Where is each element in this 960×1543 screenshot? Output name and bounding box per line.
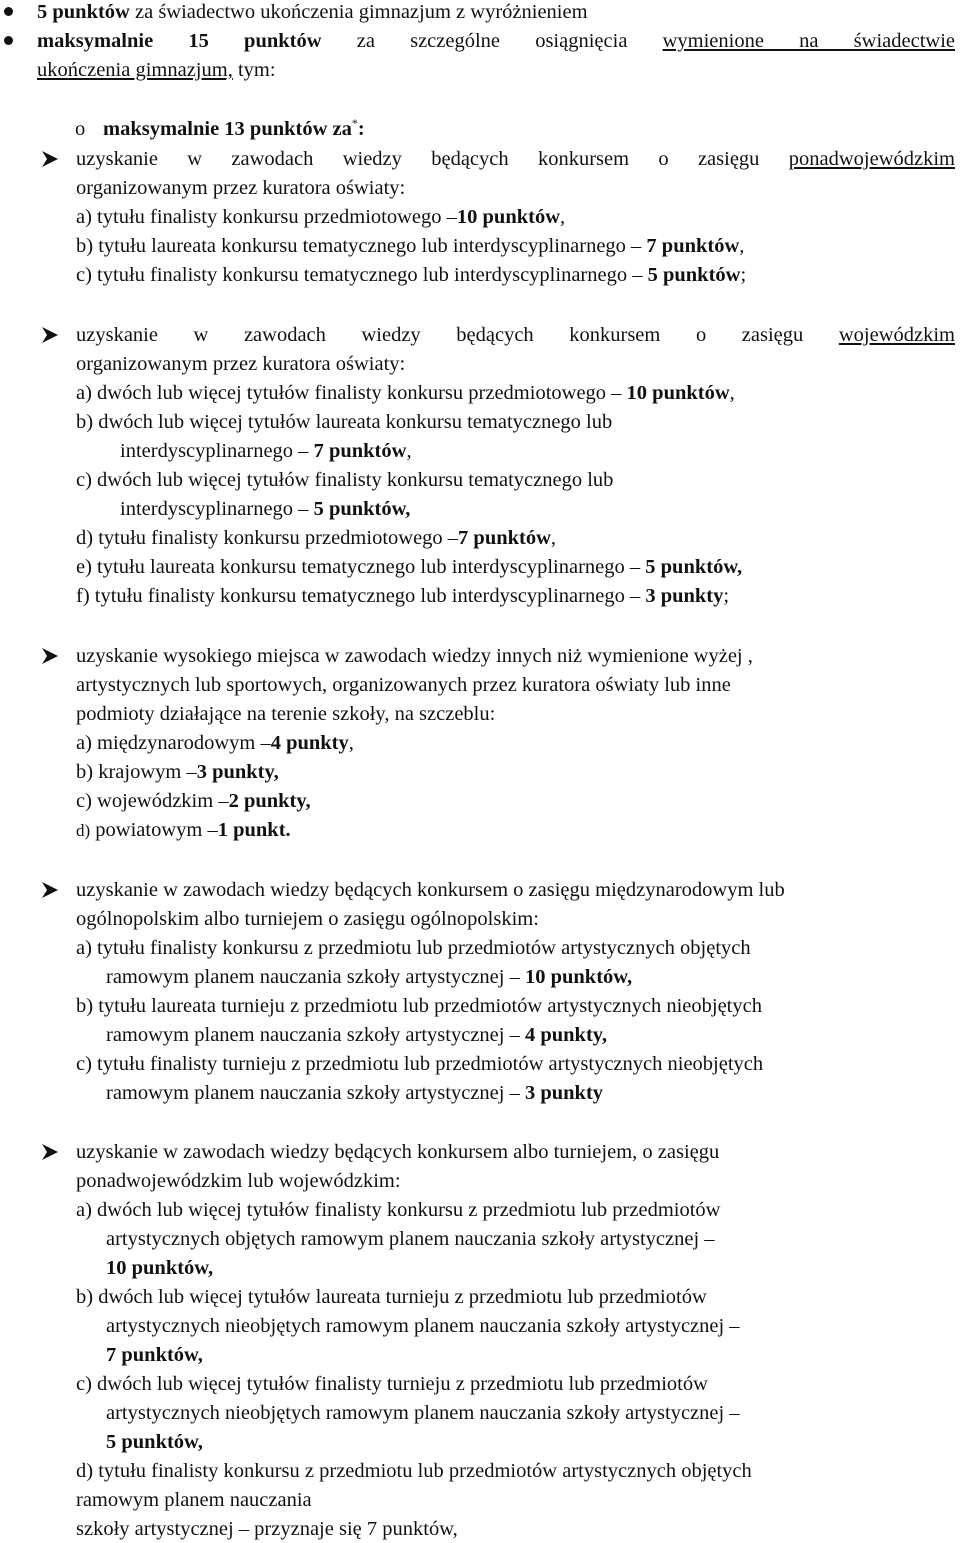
arrowhead-icon (40, 880, 60, 900)
text-line (75, 117, 85, 141)
text-line: ogólnopolskim albo turniejem o zasięgu ogólnopolskim: (76, 908, 539, 930)
text-line: ramowym planem nauczania (76, 1489, 312, 1511)
text-line: a) dwóch lub więcej tytułów finalisty konkursu przedmiotowego – 10 punktów, (76, 382, 735, 404)
text-line: b) tytułu laureata turnieju z przedmiotu lub przedmiotów artystycznych nieobjętych (76, 995, 762, 1017)
text-line: 5 punktów za świadectwo ukończenia gimnazjum z wyróżnieniem (37, 1, 588, 23)
bullet-dot (4, 36, 13, 45)
text-line: interdyscyplinarnego – 7 punktów, (120, 440, 412, 462)
text-line: uzyskanie w zawodach wiedzy będących konkursem o zasięgu wojewódzkim (76, 324, 955, 346)
text-line: artystycznych lub sportowych, organizowanych przez kuratora oświaty lub inne (76, 674, 731, 696)
text-line: interdyscyplinarnego – 5 punktów, (120, 498, 411, 520)
text-line: f) tytułu finalisty konkursu tematycznego lub interdyscyplinarnego – 3 punkty; (76, 585, 730, 607)
text-line: podmioty działające na terenie szkoły, na szczeblu: (76, 703, 496, 725)
text-line: a) dwóch lub więcej tytułów finalisty konkursu z przedmiotu lub przedmiotów (76, 1199, 721, 1221)
text-line: uzyskanie w zawodach wiedzy będących konkursem albo turniejem, o zasięgu (76, 1141, 720, 1163)
text-line: organizowanym przez kuratora oświaty: (76, 353, 406, 375)
text-line: c) tytułu finalisty turnieju z przedmiotu lub przedmiotów artystycznych nieobjętych (76, 1053, 764, 1075)
text-line: a) tytułu finalisty konkursu przedmiotowego –10 punktów, (76, 206, 566, 228)
text-line: maksymalnie 15 punktów za szczególne osiągnięcia wymienione na świadectwie (37, 30, 955, 52)
arrowhead-icon (40, 646, 60, 666)
text-line: a) międzynarodowym –4 punkty, (76, 732, 354, 754)
points-bold: maksymalnie 15 punktów (37, 30, 322, 52)
text-line: organizowanym przez kuratora oświaty: (76, 177, 406, 199)
text-line: d) powiatowym –1 punkt. (76, 819, 291, 841)
text-line: c) dwóch lub więcej tytułów finalisty turnieju z przedmiotu lub przedmiotów (76, 1373, 708, 1395)
text-line: c) tytułu finalisty konkursu tematycznego lub interdyscyplinarnego – 5 punktów; (76, 264, 747, 286)
text-line: uzyskanie w zawodach wiedzy będących konkursem o zasięgu ponadwojewódzkim (76, 148, 955, 170)
text-line: d) tytułu finalisty konkursu przedmiotowego –7 punktów, (76, 527, 557, 549)
text-line: ramowym planem nauczania szkoły artystycznej – 4 punkty, (106, 1024, 608, 1046)
text-line: ramowym planem nauczania szkoły artystycznej – 10 punktów, (106, 966, 633, 988)
text-line: 7 punktów, (106, 1344, 203, 1366)
text-line: artystycznych nieobjętych ramowym planem nauczania szkoły artystycznej – (106, 1315, 740, 1337)
text-line: ponadwojewódzkim lub wojewódzkim: (76, 1170, 401, 1192)
text-line: b) dwóch lub więcej tytułów laureata turnieju z przedmiotu lub przedmiotów (76, 1286, 707, 1308)
text-line: artystycznych nieobjętych ramowym planem nauczania szkoły artystycznej – (106, 1402, 740, 1424)
text-line: b) tytułu laureata konkursu tematycznego lub interdyscyplinarnego – 7 punktów, (76, 235, 745, 257)
text-line: artystycznych objętych ramowym planem nauczania szkoły artystycznej – (106, 1228, 715, 1250)
text-line: c) wojewódzkim –2 punkty, (76, 790, 311, 812)
text-line: ukończenia gimnazjum, tym: (37, 59, 276, 81)
list-marker: o (75, 118, 86, 140)
arrowhead-icon (40, 149, 60, 169)
text-line: 10 punktów, (106, 1257, 214, 1279)
text-line: 5 punktów, (106, 1431, 203, 1453)
text-line: d) tytułu finalisty konkursu z przedmiotu lub przedmiotów artystycznych objętych (76, 1460, 752, 1482)
text-line: c) dwóch lub więcej tytułów finalisty konkursu tematycznego lub (76, 469, 614, 491)
arrowhead-icon (40, 1142, 60, 1162)
points-bold: 5 punktów (37, 1, 130, 23)
arrowhead-icon (40, 325, 60, 345)
text-line: maksymalnie 13 punktów za*: (103, 116, 365, 140)
text-line: b) dwóch lub więcej tytułów laureata konkursu tematycznego lub (76, 411, 613, 433)
bullet-dot (4, 7, 13, 16)
text-line: e) tytułu laureata konkursu tematycznego lub interdyscyplinarnego – 5 punktów, (76, 556, 743, 578)
text-line: uzyskanie w zawodach wiedzy będących konkursem o zasięgu międzynarodowym lub (76, 879, 785, 901)
text-line: b) krajowym –3 punkty, (76, 761, 279, 783)
text-line: ramowym planem nauczania szkoły artystycznej – 3 punkty (106, 1082, 604, 1104)
text-line: szkoły artystycznej – przyznaje się 7 punktów, (76, 1518, 458, 1540)
text-line: uzyskanie wysokiego miejsca w zawodach wiedzy innych niż wymienione wyżej , (76, 645, 753, 667)
text-line: a) tytułu finalisty konkursu z przedmiotu lub przedmiotów artystycznych objętych (76, 937, 751, 959)
